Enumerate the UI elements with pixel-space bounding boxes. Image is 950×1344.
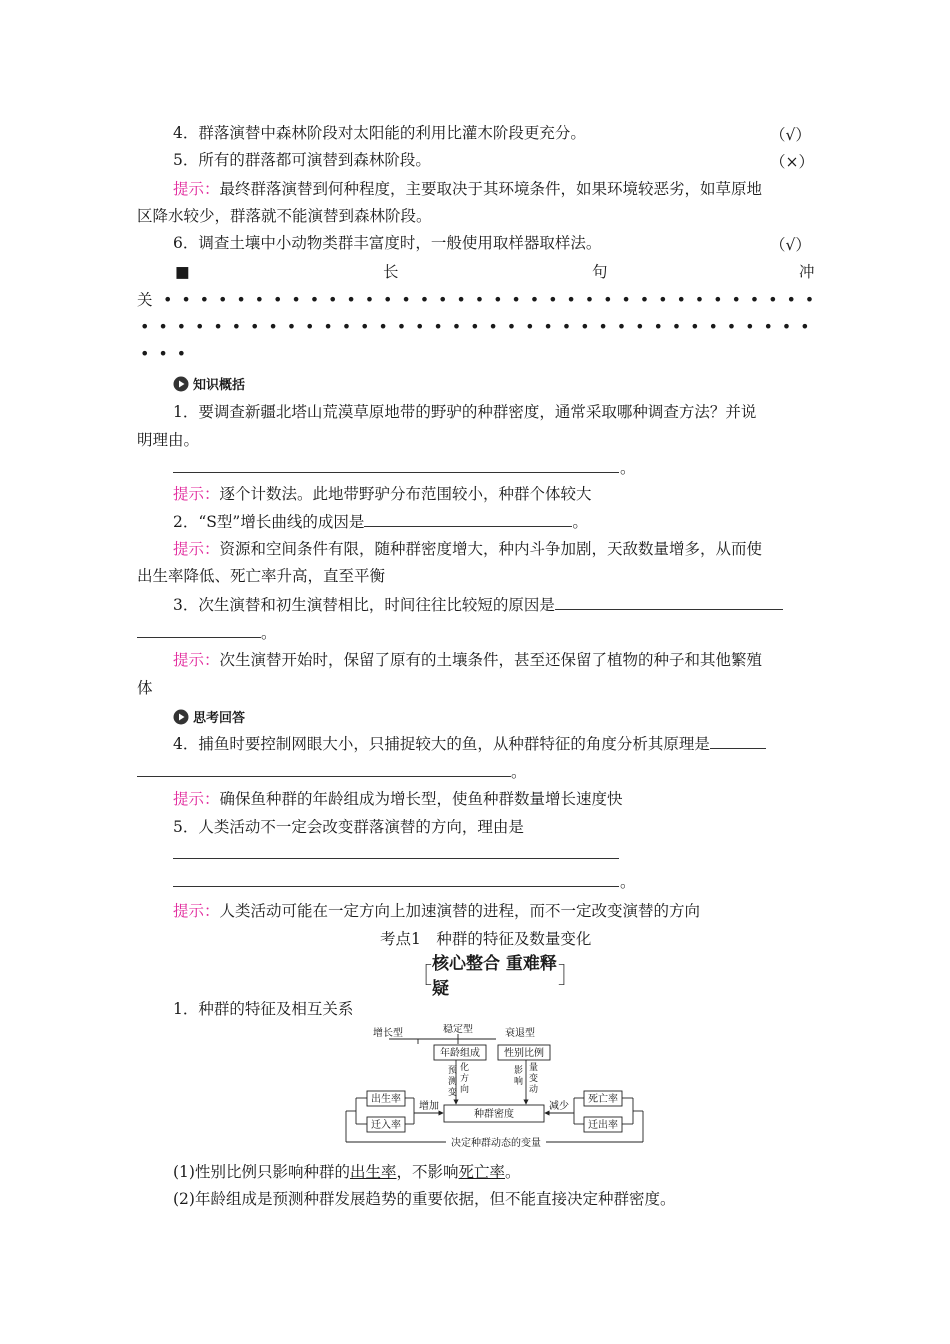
hint-label: 提示：	[173, 790, 220, 808]
label-predict-2: 测	[448, 1077, 458, 1087]
label-emig: 迁出率	[588, 1120, 618, 1131]
answer-3: 提示：次生演替开始时，保留了原有的土壤条件，甚至还保留了植物的种子和其他繁殖	[173, 651, 763, 669]
banner-right-bracket: ］	[557, 963, 580, 989]
item-6-mark: （√）	[770, 236, 811, 254]
heading-char-3: 冲	[799, 263, 815, 281]
label-birth: 出生率	[371, 1094, 401, 1105]
population-characteristics-diagram	[336, 1024, 651, 1154]
item-4-mark: （√）	[770, 126, 811, 144]
hint-label: 提示：	[173, 485, 220, 503]
dot-leader-1: ••••••••••••••••••••••••••••••••••••	[163, 290, 824, 309]
hint-label: 提示：	[173, 651, 220, 669]
answer-blank-4b	[137, 762, 511, 777]
label-density: 种群密度	[474, 1109, 514, 1120]
label-age: 年龄组成	[440, 1048, 480, 1059]
answer-blank-3b	[137, 623, 261, 638]
question-3-cont: 。	[137, 623, 277, 643]
label-decline: 衰退型	[505, 1028, 535, 1039]
section-knowledge-summary: 知识概括	[173, 374, 245, 393]
answer-4: 提示：确保鱼种群的年龄组成为增长型，使鱼种群数量增长速度快	[173, 790, 623, 808]
question-2: 2．“S型”增长曲线的成因是 。	[173, 513, 588, 531]
label-quantity-3: 动	[529, 1085, 539, 1095]
square-bullet: ■	[175, 263, 190, 281]
play-circle-icon	[173, 376, 189, 392]
answer-3-cont: 体	[137, 679, 153, 697]
label-grow: 增长型	[373, 1028, 403, 1039]
answer-1: 提示：逐个计数法。此地带野驴分布范围较小，种群个体较大	[173, 485, 592, 503]
question-1: 1．要调查新疆北塔山荒漠草原地带的野驴的种群密度，通常采取哪种调查方法？并说	[173, 403, 757, 421]
banner-title: 核心整合 重难释疑	[432, 954, 557, 999]
answer-blank-1	[173, 472, 619, 473]
answer-blank-5b	[173, 886, 619, 887]
answer-5: 提示：人类活动可能在一定方向上加速演替的进程，而不一定改变演替的方向	[173, 902, 701, 920]
label-change-1: 化	[460, 1063, 470, 1073]
period: 。	[620, 459, 636, 477]
question-4: 4．捕鱼时要控制网眼大小，只捕捉较大的鱼，从种群特征的角度分析其原理是	[173, 734, 766, 754]
banner-left-bracket: ［	[410, 963, 433, 989]
label-bottom: 决定种群动态的变量	[451, 1138, 541, 1149]
underlined-term: 出生率	[349, 1163, 397, 1181]
answer-2-cont: 出生率降低、死亡率升高，直至平衡	[137, 567, 386, 585]
core-integration-banner	[410, 954, 580, 999]
question-1-cont: 明理由。	[137, 431, 200, 449]
hint-label: 提示：	[173, 540, 220, 558]
answer-2: 提示：资源和空间条件有限，随种群密度增大，种内斗争加剧，天敌数量增多，从而使	[173, 540, 763, 558]
answer-blank-3a	[555, 595, 783, 610]
period: 。	[620, 873, 636, 891]
question-3: 3．次生演替和初生演替相比，时间往往比较短的原因是	[173, 595, 783, 615]
heading-char-1: 长	[383, 263, 399, 281]
label-increase: 增加	[419, 1101, 439, 1112]
item-5-hint: 提示：最终群落演替到何种程度，主要取决于其环境条件，如果环境较恶劣，如草原地	[173, 180, 763, 198]
heading-char-2: 句	[592, 263, 608, 281]
label-quantity-1: 量	[529, 1063, 539, 1073]
label-sex: 性别比例	[504, 1048, 544, 1059]
item-4: 4．群落演替中森林阶段对太阳能的利用比灌木阶段更充分。	[173, 124, 586, 142]
label-predict-3: 变	[448, 1088, 458, 1098]
label-immig: 迁入率	[371, 1120, 401, 1131]
dot-leader-2: •••••••••••••••••••••••••••••••••••••	[140, 317, 819, 336]
item-5-hint-cont: 区降水较少，群落就不能演替到森林阶段。	[137, 207, 432, 225]
answer-blank-4a	[710, 734, 766, 749]
question-5: 5．人类活动不一定会改变群落演替的方向，理由是	[173, 818, 524, 836]
heading-char-4: 关	[137, 291, 153, 309]
answer-blank-2	[364, 512, 572, 527]
item-5: 5．所有的群落都可演替到森林阶段。	[173, 151, 431, 169]
label-quantity-2: 变	[529, 1074, 539, 1084]
answer-blank-5a	[173, 858, 619, 859]
hint-label: 提示：	[173, 180, 220, 198]
label-affect-1: 影	[514, 1066, 524, 1076]
topic-heading: 考点1 种群的特征及数量变化	[380, 930, 592, 948]
hint-label: 提示：	[173, 902, 220, 920]
dot-leader-3: •••	[140, 344, 196, 363]
label-stable: 稳定型	[443, 1024, 473, 1035]
label-predict-1: 预	[448, 1066, 458, 1076]
label-death: 死亡率	[588, 1094, 618, 1105]
label-decrease: 减少	[549, 1101, 569, 1112]
question-4-cont: 。	[137, 762, 527, 782]
label-change-2: 方	[460, 1074, 470, 1084]
label-affect-2: 响	[514, 1077, 524, 1087]
underlined-term: 死亡率	[458, 1163, 506, 1181]
label-change-3: 向	[460, 1085, 470, 1095]
section-think-answer: 思考回答	[173, 707, 245, 726]
point-1-title: 1．种群的特征及相互关系	[173, 1000, 354, 1018]
item-6: 6．调查土壤中小动物类群丰富度时，一般使用取样器取样法。	[173, 234, 602, 252]
note-1: (1)性别比例只影响种群的出生率，不影响死亡率。	[173, 1163, 521, 1181]
note-2: (2)年龄组成是预测种群发展趋势的重要依据，但不能直接决定种群密度。	[173, 1190, 676, 1208]
play-circle-icon	[173, 709, 189, 725]
item-5-mark: （×）	[770, 153, 814, 171]
